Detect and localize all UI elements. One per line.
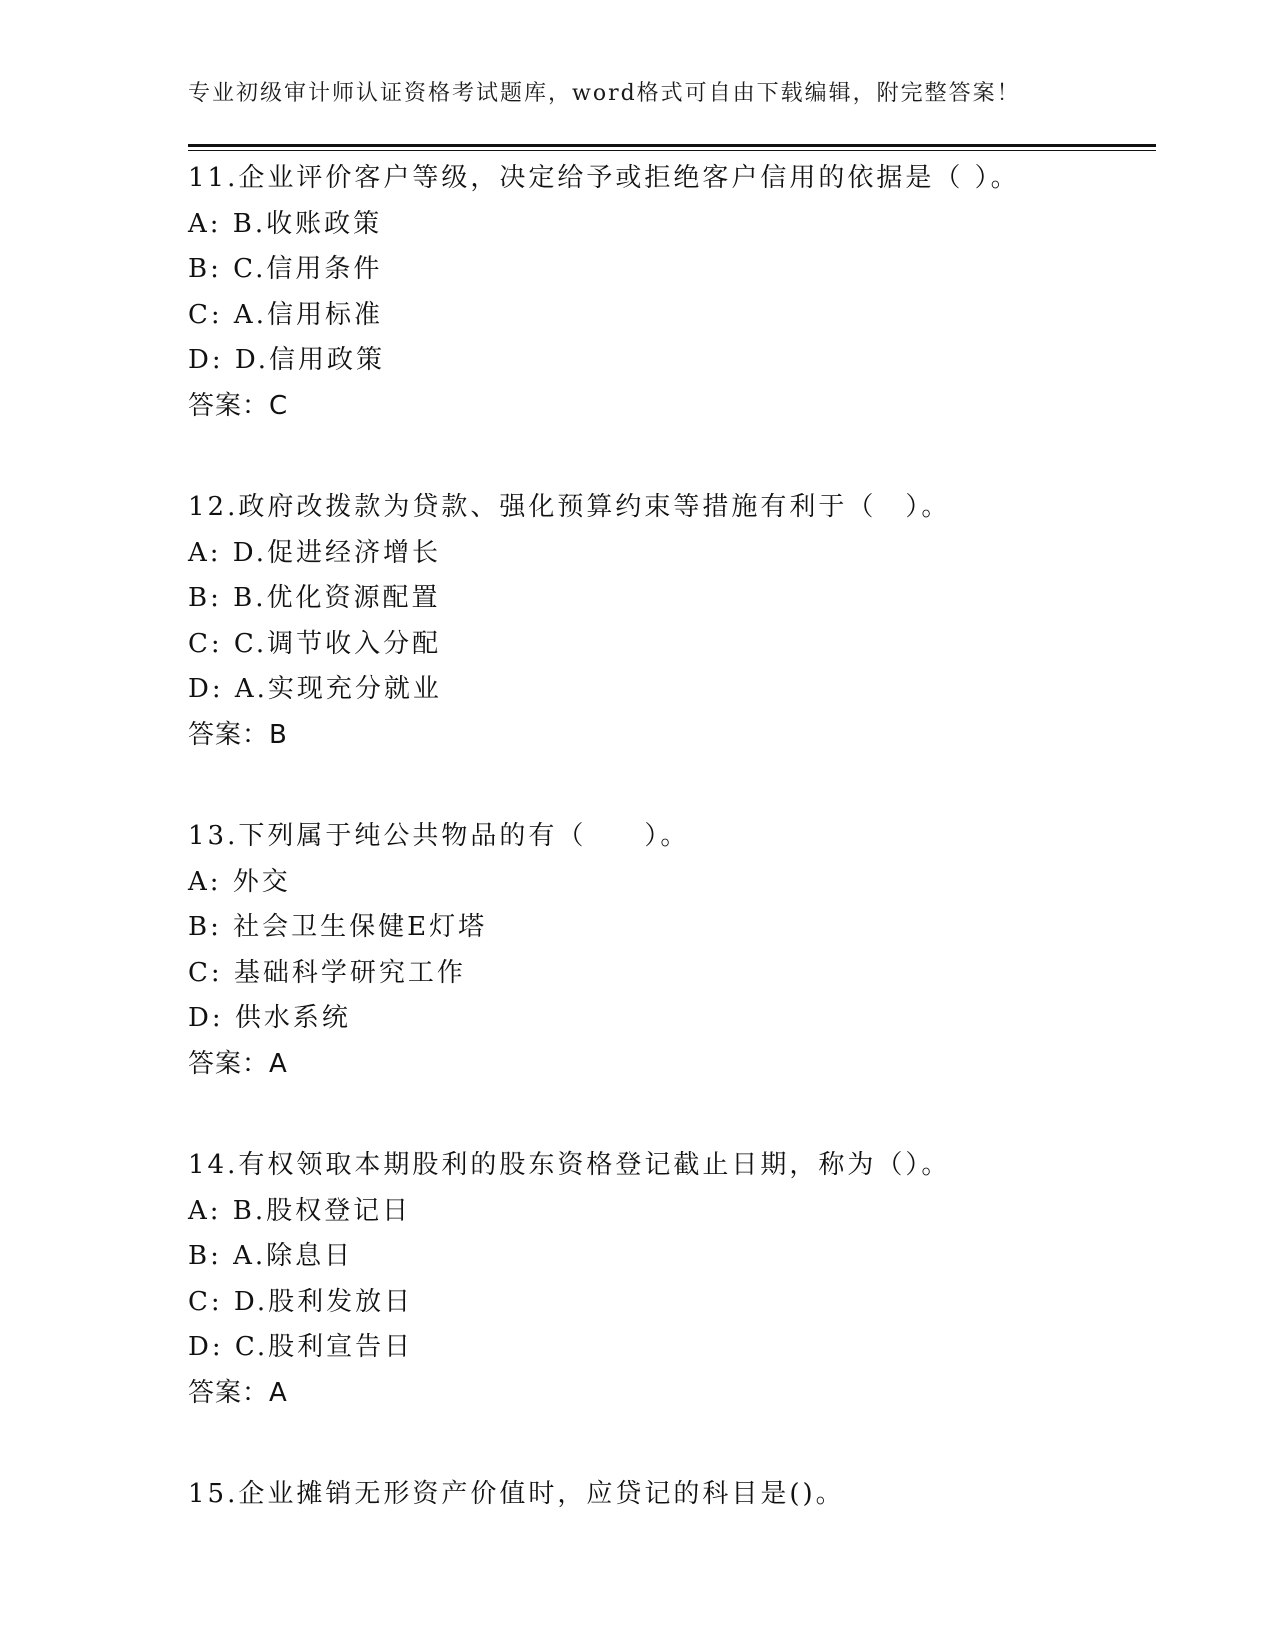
answer-line: 答案：C — [188, 390, 289, 421]
option-c: C: D.股利发放日 — [188, 1286, 414, 1317]
option-c: C: C.调节收入分配 — [188, 628, 442, 659]
option-d: D: A.实现充分就业 — [188, 674, 442, 704]
question-stem: 11.企业评价客户等级，决定给予或拒绝客户信用的依据是（ ）。 — [188, 163, 1020, 193]
option-d: D: D.信用政策 — [188, 345, 386, 375]
option-b: B: 社会卫生保健E灯塔 — [188, 912, 488, 942]
option-b: B: B.优化资源配置 — [188, 583, 441, 613]
option-c: C: 基础科学研究工作 — [188, 957, 466, 988]
option-a: A: D.促进经济增长 — [188, 537, 441, 568]
question-11 — [188, 156, 1156, 429]
answer-line: 答案：B — [188, 719, 288, 750]
question-12 — [188, 485, 1156, 758]
question-stem: 14.有权领取本期股利的股东资格登记截止日期，称为（）。 — [188, 1150, 951, 1180]
option-b: B: A.除息日 — [188, 1241, 354, 1271]
question-stem: 15.企业摊销无形资产价值时，应贷记的科目是()。 — [188, 1479, 845, 1509]
question-stem: 12.政府改拨款为贷款、强化预算约束等措施有利于（ ）。 — [188, 492, 951, 522]
header-divider-thick — [188, 144, 1156, 147]
option-a: A: B.收账政策 — [188, 208, 383, 239]
answer-line: 答案：A — [188, 1048, 288, 1079]
answer-line: 答案：A — [188, 1377, 288, 1408]
option-d: D: C.股利宣告日 — [188, 1332, 414, 1362]
question-stem: 13.下列属于纯公共物品的有（ ）。 — [188, 821, 690, 851]
option-a: A: B.股权登记日 — [188, 1195, 412, 1226]
option-d: D: 供水系统 — [188, 1003, 351, 1033]
question-15 — [188, 1472, 1156, 1518]
option-c: C: A.信用标准 — [188, 299, 383, 330]
option-b: B: C.信用条件 — [188, 254, 383, 284]
question-list — [188, 156, 1156, 1574]
question-13 — [188, 814, 1156, 1087]
header-divider-thin — [188, 150, 1156, 151]
option-a: A: 外交 — [188, 866, 291, 897]
page-header: 专业初级审计师认证资格考试题库，word格式可自由下载编辑，附完整答案！ — [188, 81, 1021, 106]
question-14 — [188, 1143, 1156, 1416]
